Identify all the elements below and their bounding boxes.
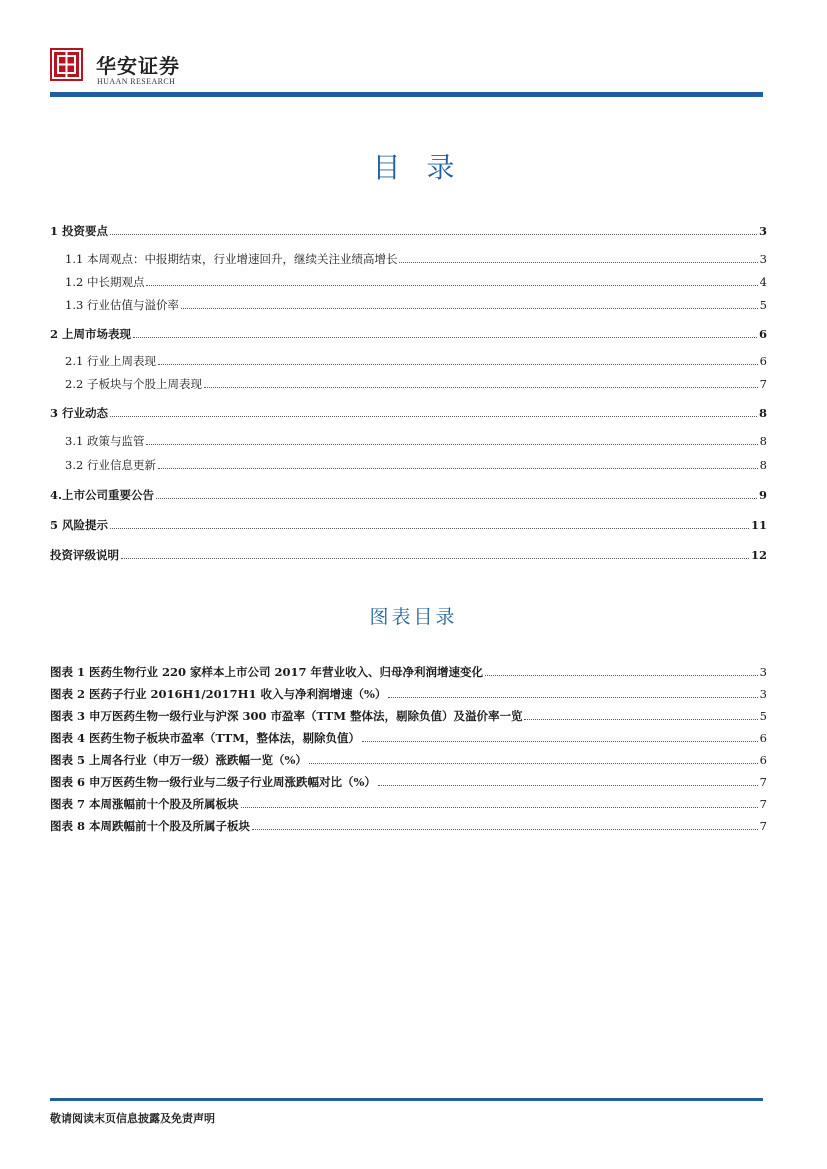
figure-entry[interactable] <box>50 729 767 745</box>
toc-entry[interactable] <box>50 516 767 532</box>
figure-entry[interactable] <box>50 663 767 679</box>
figure-entry[interactable] <box>50 707 767 723</box>
huaan-logo-icon <box>50 48 83 81</box>
toc-entry-label: 2 上周市场表现 <box>50 327 132 341</box>
toc-leader <box>156 498 757 499</box>
figures-title: 图表目录 <box>369 606 458 628</box>
page-header <box>0 0 827 100</box>
figure-entry-label: 图表 2 医药子行业 2016H1/2017H1 收入与净利润增速（%） <box>50 687 387 701</box>
page-title: 目录 <box>372 151 481 184</box>
figure-entry-page: 3 <box>759 687 767 701</box>
toc-entry-page: 3 <box>759 252 767 266</box>
toc-entry-page: 5 <box>759 298 767 312</box>
figure-entry-page: 6 <box>759 753 767 767</box>
figure-leader <box>241 807 758 808</box>
toc-entry-page: 8 <box>758 406 767 420</box>
brand-name-cn: 华安证券 <box>96 54 180 78</box>
toc-entry-label: 3.2 行业信息更新 <box>65 458 156 472</box>
figure-leader <box>252 829 758 830</box>
toc-leader <box>158 364 758 365</box>
figure-entry[interactable] <box>50 817 767 833</box>
toc-leader <box>158 468 758 469</box>
toc-entry[interactable] <box>65 352 767 368</box>
figure-entry[interactable] <box>50 795 767 811</box>
toc-entry-label: 5 风险提示 <box>50 518 109 532</box>
figure-leader <box>362 741 758 742</box>
toc-leader <box>133 337 757 338</box>
toc-entry[interactable] <box>65 375 767 391</box>
figure-entry-page: 3 <box>759 665 767 679</box>
toc-entry-label: 1 投资要点 <box>50 224 109 238</box>
toc-entry-label: 1.1 本周观点：中报期结束，行业增速回升，继续关注业绩高增长 <box>65 252 398 266</box>
brand-name-en: HUAAN RESEARCH <box>97 77 176 86</box>
toc-entry-label: 1.2 中长期观点 <box>65 275 145 289</box>
toc-entry-page: 6 <box>758 327 767 341</box>
figure-entry-label: 图表 3 申万医药生物一级行业与沪深 300 市盈率（TTM 整体法，剔除负值）及溢价率一览 <box>50 709 523 723</box>
toc-leader <box>110 528 749 529</box>
toc-entry[interactable] <box>65 273 767 289</box>
toc-leader <box>110 234 757 235</box>
figure-entry-page: 7 <box>759 775 767 789</box>
toc-entry-page: 6 <box>759 354 767 368</box>
toc-entry-page: 11 <box>750 518 767 532</box>
toc-leader <box>181 308 758 309</box>
figure-leader <box>309 763 758 764</box>
figure-leader <box>388 697 757 698</box>
toc-entry-label: 1.3 行业估值与溢价率 <box>65 298 179 312</box>
toc-entry-page: 4 <box>759 275 767 289</box>
toc-leader <box>121 558 749 559</box>
toc-entry[interactable] <box>50 325 767 341</box>
toc-entry-label: 投资评级说明 <box>50 548 119 562</box>
toc-entry-page: 12 <box>750 548 767 562</box>
figure-leader <box>378 785 758 786</box>
toc-entry-label: 2.1 行业上周表现 <box>65 354 156 368</box>
toc-leader <box>146 285 757 286</box>
figure-entry-label: 图表 6 申万医药生物一级行业与二级子行业周涨跌幅对比（%） <box>50 775 376 789</box>
figure-entry-page: 5 <box>759 709 767 723</box>
figure-entry-page: 7 <box>759 797 767 811</box>
toc-entry[interactable] <box>50 222 767 238</box>
figure-entry-label: 图表 4 医药生物子板块市盈率（TTM，整体法，剔除负值） <box>50 731 360 745</box>
toc-leader <box>110 416 757 417</box>
figure-entry-label: 图表 1 医药生物行业 220 家样本上市公司 2017 年营业收入、归母净利润增速变化 <box>50 665 484 679</box>
toc-entry[interactable] <box>65 296 767 312</box>
toc-entry-label: 3 行业动态 <box>50 406 109 420</box>
figure-leader <box>485 675 758 676</box>
toc-entry-label: 2.2 子板块与个股上周表现 <box>65 377 202 391</box>
header-divider <box>50 92 763 97</box>
figure-entry[interactable] <box>50 685 767 701</box>
figure-entry-label: 图表 8 本周跌幅前十个股及所属子板块 <box>50 819 251 833</box>
toc-entry[interactable] <box>50 404 767 420</box>
toc-entry[interactable] <box>65 250 767 266</box>
toc-entry-page: 8 <box>759 458 767 472</box>
toc-leader <box>204 387 758 388</box>
figure-leader <box>524 719 757 720</box>
toc-leader <box>399 262 757 263</box>
figure-entry-page: 7 <box>759 819 767 833</box>
toc-entry-label: 4.上市公司重要公告 <box>50 488 155 502</box>
figure-entry[interactable] <box>50 751 767 767</box>
toc-entry-page: 7 <box>759 377 767 391</box>
toc-entry[interactable] <box>50 546 767 562</box>
figure-entry-label: 图表 5 上周各行业（申万一级）涨跌幅一览（%） <box>50 753 307 767</box>
footer-disclaimer: 敬请阅读末页信息披露及免责声明 <box>50 1112 215 1125</box>
toc-entry-page: 9 <box>758 488 767 502</box>
toc-entry-page: 3 <box>758 224 767 238</box>
toc-entry[interactable] <box>50 486 767 502</box>
toc-entry-page: 8 <box>759 434 767 448</box>
toc-entry[interactable] <box>65 456 767 472</box>
figure-entry-label: 图表 7 本周涨幅前十个股及所属板块 <box>50 797 239 811</box>
toc-entry-label: 3.1 政策与监管 <box>65 434 145 448</box>
footer-divider <box>50 1098 763 1101</box>
toc-entry[interactable] <box>65 432 767 448</box>
toc-leader <box>146 444 757 445</box>
figure-entry[interactable] <box>50 773 767 789</box>
figure-entry-page: 6 <box>759 731 767 745</box>
